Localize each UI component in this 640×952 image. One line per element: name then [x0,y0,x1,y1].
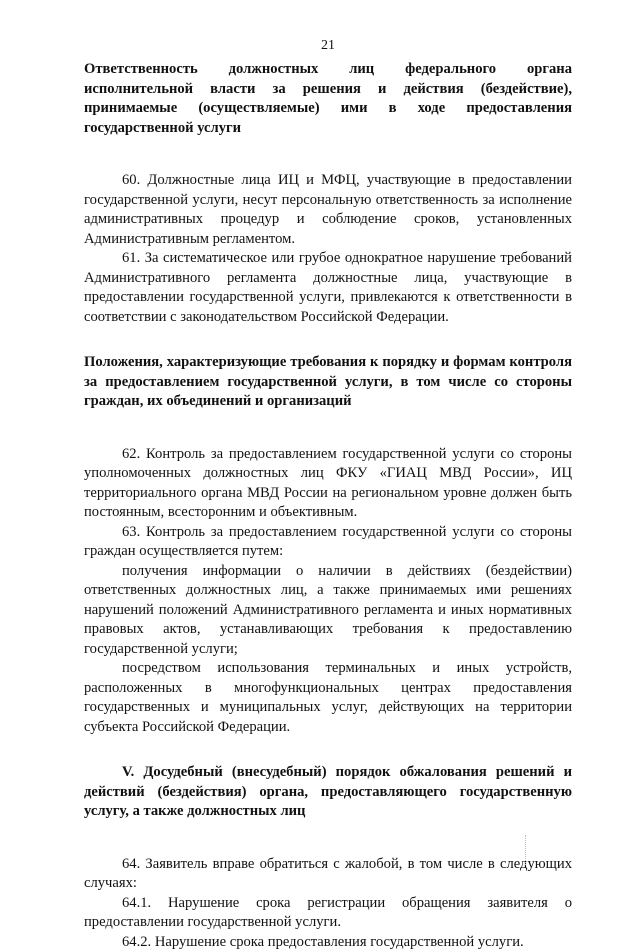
section-spacer [84,327,572,353]
section-heading-responsibility: Ответственность должностных лиц федерального органа исполнительной власти за решения и действия (бездействие), принимаемые (осуществляемые) ими в ходе предоставления государственной услуги [84,60,572,138]
section-heading-control: Положения, характеризующие требования к порядку и формам контроля за предоставлением государственной услуги, в том числе со стороны граждан, их объединений и организаций [84,353,572,412]
paragraph-63-item-1: получения информации о наличии в действиях (бездействии) ответственных должностных лиц, а также принимаемых ими решениях нарушений положений Административного регламента и иных нормативных правовых актов, устанавливающих требования к предоставлению государственной услуги; [84,562,572,660]
paragraph-64-2: 64.2. Нарушение срока предоставления государственной услуги. [84,933,572,952]
section-heading-appeal: V. Досудебный (внесудебный) порядок обжалования решений и действий (бездействия) органа, предоставляющего государственную услугу, а также должностных лиц [84,763,572,822]
page-number: 21 [84,38,572,54]
paragraph-61: 61. За систематическое или грубое однократное нарушение требований Административного регламента должностные лица, участвующие в предоставлении государственной услуги, привлекаются к ответственности в соответствии с законодательством Российской Федерации. [84,249,572,327]
paragraph-64-1: 64.1. Нарушение срока регистрации обращения заявителя о предоставлении государственной услуги. [84,894,572,933]
paragraph-63: 63. Контроль за предоставлением государственной услуги со стороны граждан осуществляется путем: [84,523,572,562]
scan-artifact [525,835,530,865]
paragraph-63-item-2: посредством использования терминальных и иных устройств, расположенных в многофункциональных центрах предоставления государственных и муниципальных услуг, действующих на территории субъекта Российской Федерации. [84,659,572,737]
section-spacer [84,737,572,763]
paragraph-64: 64. Заявитель вправе обратиться с жалобой, в том числе в следующих случаях: [84,855,572,894]
paragraph-60: 60. Должностные лица ИЦ и МФЦ, участвующие в предоставлении государственной услуги, несут персональную ответственность за исполнение административных процедур и соблюдение сроков, установленных Административным регламентом. [84,171,572,249]
paragraph-62: 62. Контроль за предоставлением государственной услуги со стороны уполномоченных должностных лиц ФКУ «ГИАЦ МВД России», ИЦ территориального органа МВД России на региональном уровне должен быть постоянным, всесторонним и объективным. [84,445,572,523]
